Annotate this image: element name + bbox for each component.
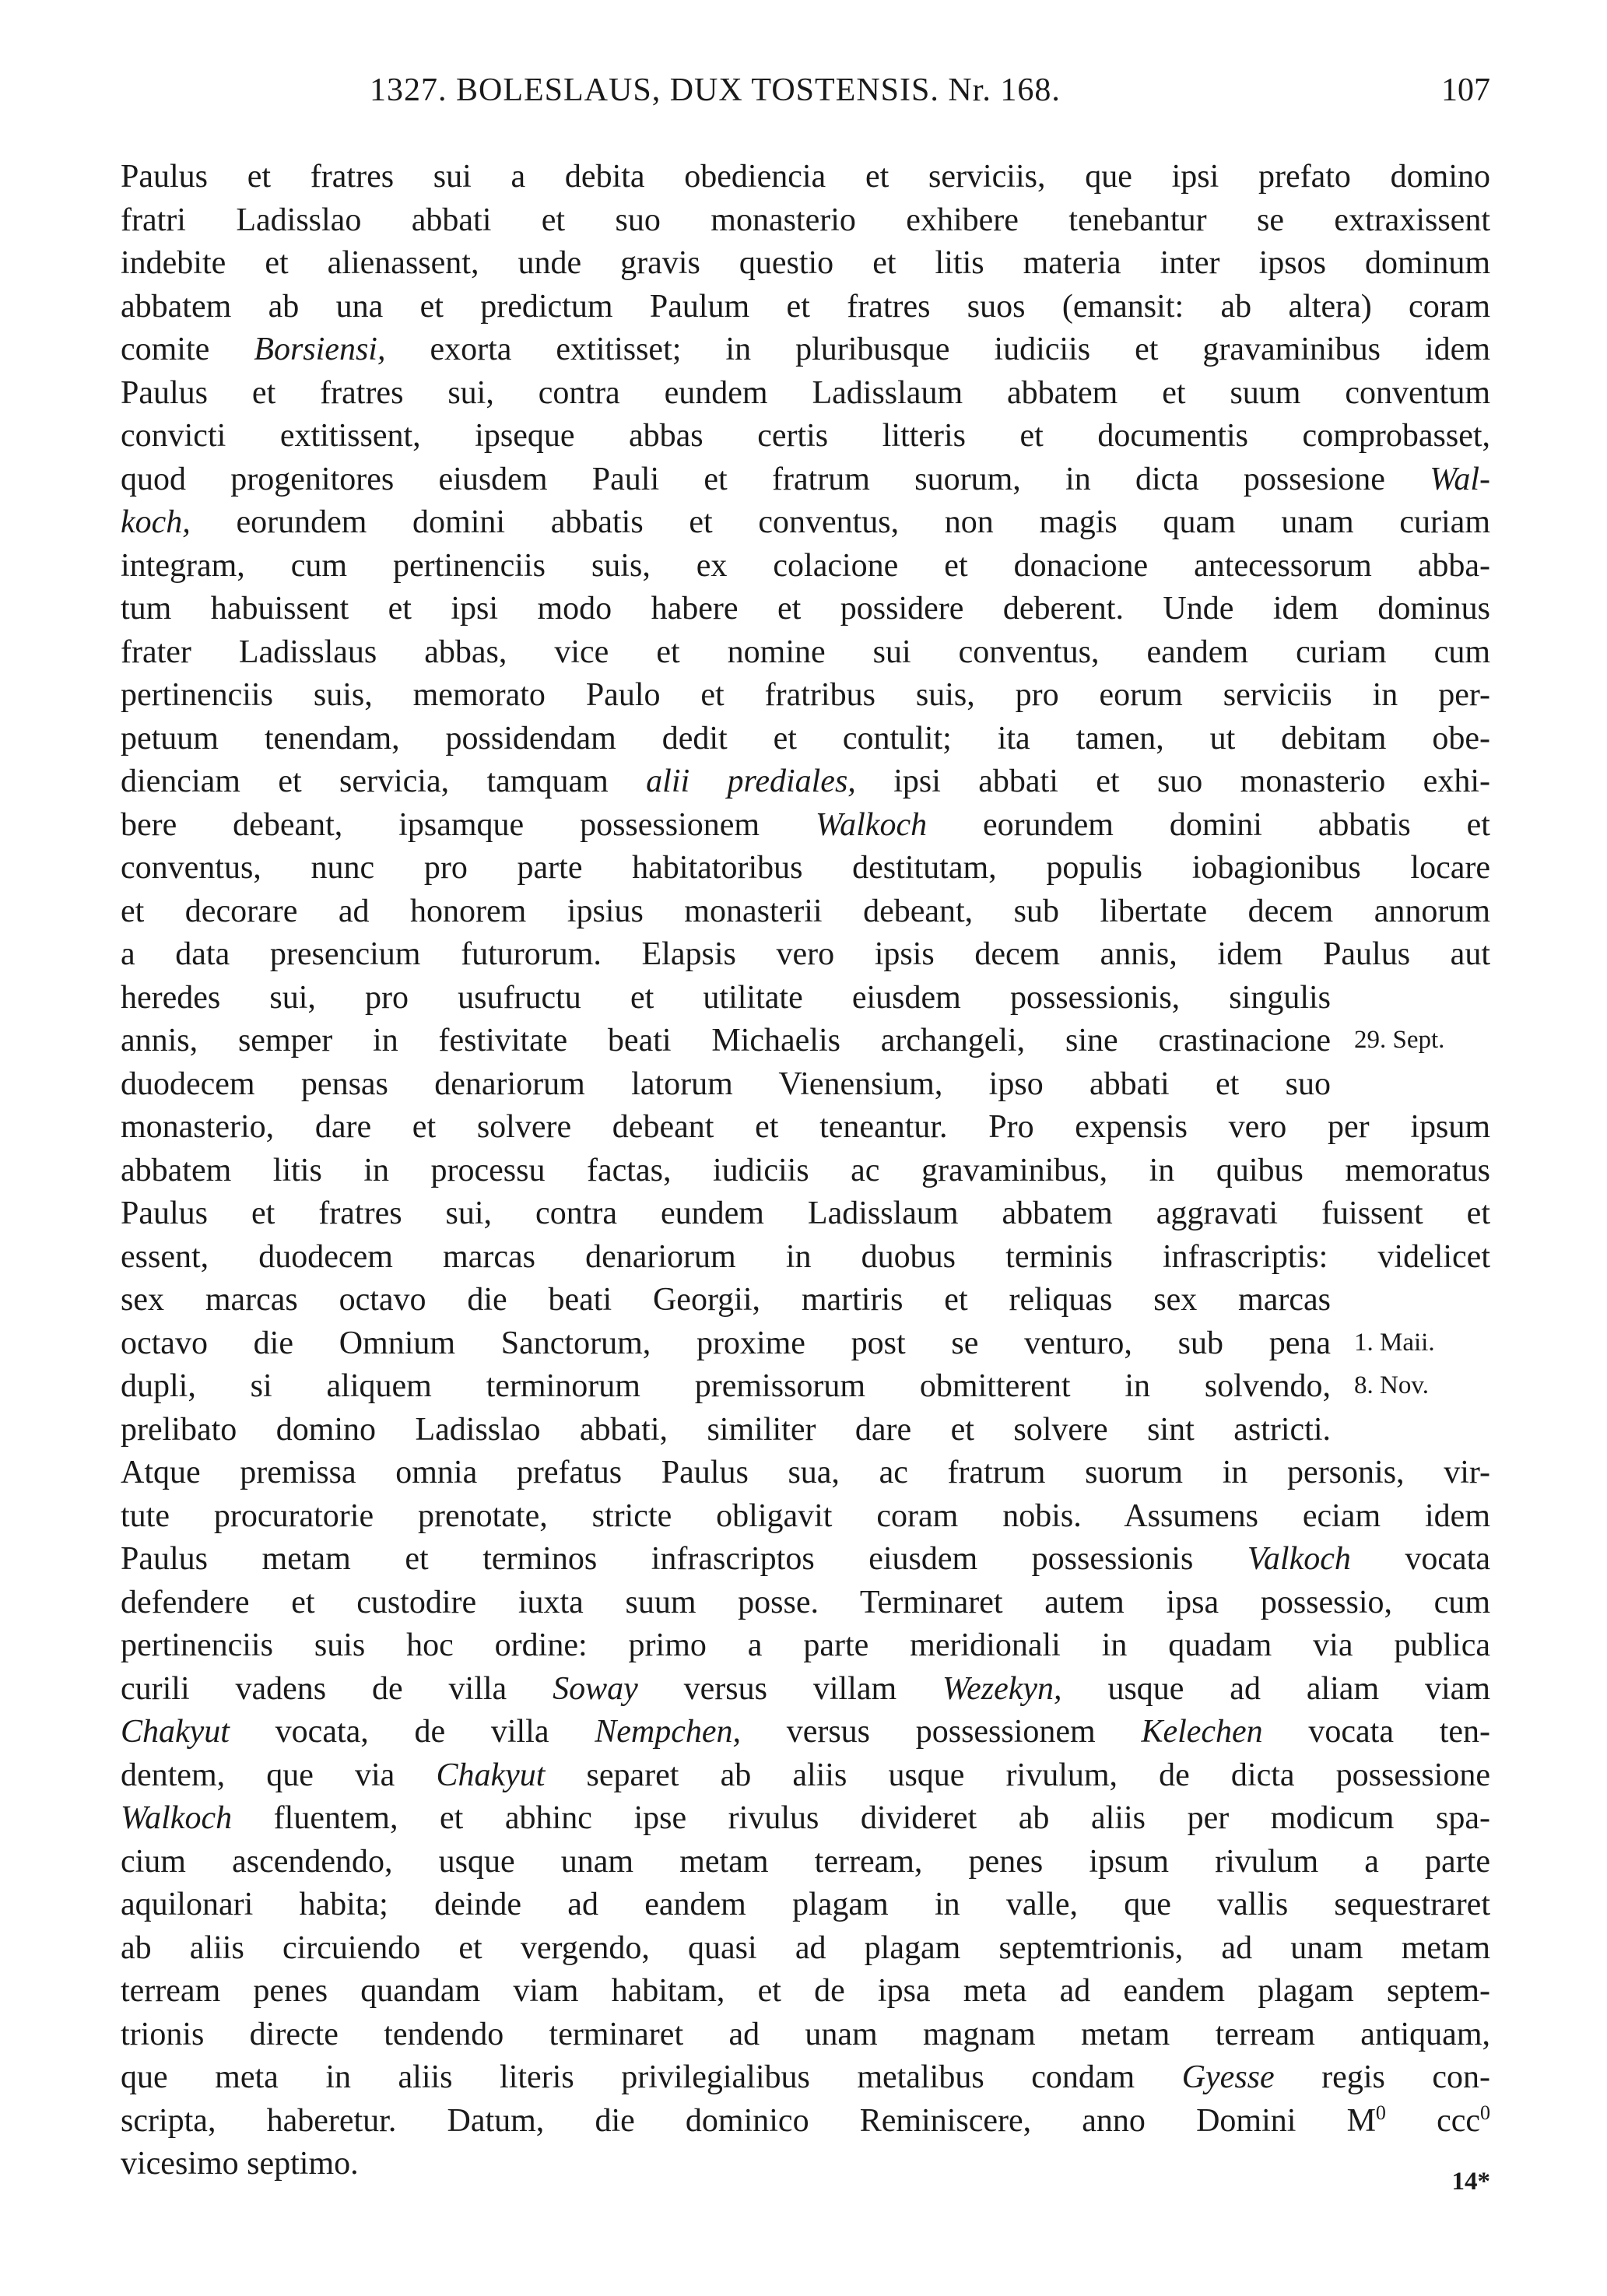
text-segment: cium ascendendo, usque unam metam terream, penes ipsum rivulum a parte bbox=[121, 1843, 1490, 1880]
text-line bbox=[121, 1150, 1490, 1193]
text-line bbox=[121, 1754, 1490, 1798]
text-segment: eorundem domini abbatis et bbox=[927, 806, 1490, 843]
margin-date-note: 29. Sept. bbox=[1354, 1026, 1445, 1054]
text-line bbox=[121, 1322, 1331, 1366]
text-line bbox=[121, 588, 1490, 631]
text-segment: vocata bbox=[1350, 1541, 1490, 1577]
text-segment: et decorare ad honorem ipsius monasterii debeant, sub libertate decem annorum bbox=[121, 893, 1490, 929]
text-segment: monasterio, dare et solvere debeant et teneantur. Pro expensis vero per ipsum bbox=[121, 1109, 1490, 1145]
text-line bbox=[121, 1495, 1490, 1539]
text-segment: tum habuissent et ipsi modo habere et possidere deberent. Unde idem dominus bbox=[121, 591, 1490, 627]
text-segment: pertinenciis suis, memorato Paulo et fratribus suis, pro eorum serviciis in per- bbox=[121, 677, 1490, 713]
text-line bbox=[121, 1279, 1331, 1322]
text-line bbox=[121, 1582, 1490, 1625]
text-segment: indebite et alienassent, unde gravis questio et litis materia inter ipsos dominum bbox=[121, 245, 1490, 281]
margin-date-note: 8. Nov. bbox=[1354, 1371, 1429, 1399]
text-segment: fratri Ladisslao abbati et suo monasterio exhibere tenebantur se extraxissent bbox=[121, 202, 1490, 238]
italic-segment: koch, bbox=[121, 504, 191, 540]
text-line bbox=[121, 847, 1490, 890]
text-line bbox=[121, 1927, 1490, 1971]
text-segment: ab aliis circuiendo et vergendo, quasi ad plagam septemtrionis, ad unam metam bbox=[121, 1929, 1490, 1966]
italic-segment: Wezekyn, bbox=[942, 1670, 1062, 1707]
text-line bbox=[121, 199, 1490, 243]
text-segment: sex marcas octavo die beati Georgii, martiris et reliquas sex marcas bbox=[121, 1282, 1331, 1318]
italic-segment: Gyesse bbox=[1181, 2059, 1275, 2095]
text-line bbox=[121, 631, 1490, 675]
text-line bbox=[121, 1409, 1331, 1452]
text-segment: ccc bbox=[1385, 2102, 1480, 2139]
text-line bbox=[121, 415, 1490, 458]
text-line bbox=[121, 286, 1490, 329]
text-segment: octavo die Omnium Sanctorum, proxime post se venturo, sub pena bbox=[121, 1325, 1331, 1361]
text-segment: ipsi abbati et suo monasterio exhi- bbox=[855, 764, 1490, 799]
text-segment: scripta, haberetur. Datum, die dominico Reminiscere, anno Domini M bbox=[121, 2102, 1376, 2139]
text-line bbox=[121, 1452, 1490, 1495]
text-segment: versus villam bbox=[637, 1670, 943, 1707]
text-line bbox=[121, 2013, 1490, 2057]
text-line bbox=[121, 1063, 1331, 1107]
text-segment: abbatem litis in processu factas, iudiciis ac gravaminibus, in quibus memoratus bbox=[121, 1152, 1490, 1188]
text-line bbox=[121, 1797, 1490, 1841]
text-segment: vocata ten- bbox=[1262, 1714, 1490, 1750]
text-segment: vocata, de villa bbox=[229, 1714, 595, 1750]
text-segment: aquilonari habita; deinde ad eandem plagam in valle, que vallis sequestraret bbox=[121, 1887, 1490, 1922]
text-segment: Paulus et fratres sui a debita obediencia et serviciis, que ipsi prefato domino bbox=[121, 159, 1490, 195]
text-segment: dupli, si aliquem terminorum premissorum obmitterent in solvendo, bbox=[121, 1368, 1331, 1404]
text-segment: a data presencium futurorum. Elapsis vero ipsis decem annis, idem Paulus aut bbox=[121, 936, 1490, 972]
text-segment: usque ad aliam viam bbox=[1061, 1670, 1490, 1707]
text-line bbox=[121, 1538, 1490, 1582]
text-line bbox=[121, 1883, 1490, 1927]
text-segment: Paulus metam et terminos infrascriptos eiusdem possessionis bbox=[121, 1541, 1247, 1577]
text-segment: prelibato domino Ladisslao abbati, similiter dare et solvere sint astricti. bbox=[121, 1411, 1331, 1448]
document-body bbox=[121, 156, 1490, 2186]
text-segment: integram, cum pertinenciis suis, ex colacione et donacione antecessorum abba- bbox=[121, 547, 1490, 584]
text-segment: separet ab aliis usque rivulum, de dicta possessione bbox=[545, 1757, 1490, 1793]
text-line bbox=[121, 2143, 1490, 2186]
text-segment: annis, semper in festivitate beati Michaelis archangeli, sine crastinacione bbox=[121, 1023, 1331, 1058]
text-line bbox=[121, 156, 1490, 199]
text-segment: dentem, que via bbox=[121, 1757, 437, 1793]
text-segment: fluentem, et abhinc ipse rivulus divideret ab aliis per modicum spa- bbox=[232, 1800, 1490, 1836]
text-segment: curili vadens de villa bbox=[121, 1670, 553, 1707]
page-number: 107 bbox=[1441, 72, 1490, 108]
italic-segment: Kelechen bbox=[1141, 1714, 1263, 1750]
running-head bbox=[121, 72, 1490, 118]
text-segment: frater Ladisslaus abbas, vice et nomine sui conventus, eandem curiam cum bbox=[121, 634, 1490, 670]
text-segment: convicti extitissent, ipseque abbas certis litteris et documentis comprobasset, bbox=[121, 418, 1490, 454]
text-line bbox=[121, 2056, 1490, 2100]
text-line bbox=[121, 933, 1490, 977]
text-line bbox=[121, 328, 1490, 372]
text-line bbox=[121, 501, 1490, 545]
italic-segment: Borsiensi, bbox=[254, 332, 386, 367]
italic-segment: Walkoch bbox=[121, 1800, 233, 1836]
text-line bbox=[121, 545, 1490, 588]
text-line bbox=[121, 1841, 1490, 1884]
text-segment: que meta in aliis literis privilegialibus metalibus condam bbox=[121, 2059, 1182, 2095]
text-segment: Paulus et fratres sui, contra eundem Ladisslaum abbatem et suum conventum bbox=[121, 374, 1490, 411]
text-segment: exorta extitisset; in pluribusque iudiciis et gravaminibus idem bbox=[385, 332, 1490, 367]
text-line bbox=[121, 2100, 1490, 2143]
italic-segment: Nempchen, bbox=[595, 1714, 741, 1750]
superscript: 0 bbox=[1480, 2101, 1490, 2124]
italic-segment: Chakyut bbox=[436, 1757, 546, 1793]
text-line bbox=[121, 458, 1490, 502]
text-line bbox=[121, 1236, 1490, 1280]
text-segment: eorundem domini abbatis et conventus, non magis quam unam curiam bbox=[190, 504, 1490, 540]
text-segment: dienciam et servicia, tamquam bbox=[121, 764, 647, 799]
text-segment: petuum tenendam, possidendam dedit et contulit; ita tamen, ut debitam obe- bbox=[121, 720, 1490, 757]
text-segment: quod progenitores eiusdem Pauli et fratrum suorum, in dicta possesione bbox=[121, 461, 1430, 497]
text-segment: abbatem ab una et predictum Paulum et fratres suos (emansit: ab altera) coram bbox=[121, 288, 1490, 325]
text-segment: comite bbox=[121, 332, 254, 367]
document-page bbox=[121, 0, 1490, 2296]
text-line bbox=[121, 1192, 1490, 1236]
page-header-title: 1327. BOLESLAUS, DUX TOSTENSIS. Nr. 168. bbox=[370, 72, 1061, 108]
superscript: 0 bbox=[1375, 2101, 1386, 2124]
text-segment: regis con- bbox=[1274, 2059, 1490, 2095]
italic-segment: Walkoch bbox=[816, 806, 928, 843]
text-line bbox=[121, 1106, 1490, 1150]
text-line bbox=[121, 977, 1331, 1020]
text-line bbox=[121, 890, 1490, 934]
italic-segment: Soway bbox=[553, 1670, 638, 1707]
text-line bbox=[121, 804, 1490, 848]
text-line bbox=[121, 674, 1490, 718]
text-line bbox=[121, 1020, 1331, 1063]
italic-segment: Valkoch bbox=[1247, 1541, 1351, 1577]
text-line bbox=[121, 760, 1490, 804]
text-line bbox=[121, 1365, 1331, 1409]
text-segment: essent, duodecem marcas denariorum in duobus terminis infrascriptis: videlicet bbox=[121, 1238, 1490, 1275]
text-segment: duodecem pensas denariorum latorum Vienensium, ipso abbati et suo bbox=[121, 1065, 1331, 1102]
text-line bbox=[121, 718, 1490, 761]
text-segment: bere debeant, ipsamque possessionem bbox=[121, 806, 816, 843]
text-line bbox=[121, 1668, 1490, 1711]
text-segment: conventus, nunc pro parte habitatoribus destitutam, populis iobagionibus locare bbox=[121, 850, 1490, 886]
text-line bbox=[121, 372, 1490, 416]
text-segment: heredes sui, pro usufructu et utilitate eiusdem possessionis, singulis bbox=[121, 979, 1331, 1016]
margin-date-note: 1. Maii. bbox=[1354, 1328, 1435, 1357]
text-segment: terream penes quandam viam habitam, et de ipsa meta ad eandem plagam septem- bbox=[121, 1973, 1490, 2009]
italic-segment: Chakyut bbox=[121, 1714, 230, 1750]
text-line bbox=[121, 1970, 1490, 2013]
text-line bbox=[121, 1711, 1490, 1754]
text-segment: Atque premissa omnia prefatus Paulus sua, ac fratrum suorum in personis, vir- bbox=[121, 1455, 1490, 1490]
italic-segment: alii prediales, bbox=[646, 764, 856, 799]
signature-mark: 14* bbox=[1451, 2168, 1490, 2196]
text-line bbox=[121, 1624, 1490, 1668]
text-segment: vicesimo septimo. bbox=[121, 2146, 359, 2182]
text-segment: versus possessionem bbox=[740, 1714, 1142, 1750]
text-segment: defendere et custodire iuxta suum posse. Terminaret autem ipsa possessio, cum bbox=[121, 1584, 1490, 1620]
text-line bbox=[121, 242, 1490, 286]
text-segment: trionis directe tendendo terminaret ad unam magnam metam terream antiquam, bbox=[121, 2016, 1490, 2052]
text-segment: tute procuratorie prenotate, stricte obligavit coram nobis. Assumens eciam idem bbox=[121, 1497, 1490, 1534]
text-segment: pertinenciis suis hoc ordine: primo a parte meridionali in quadam via publica bbox=[121, 1627, 1490, 1663]
text-segment: Paulus et fratres sui, contra eundem Ladisslaum abbatem aggravati fuissent et bbox=[121, 1195, 1490, 1231]
italic-segment: Wal- bbox=[1430, 461, 1490, 497]
